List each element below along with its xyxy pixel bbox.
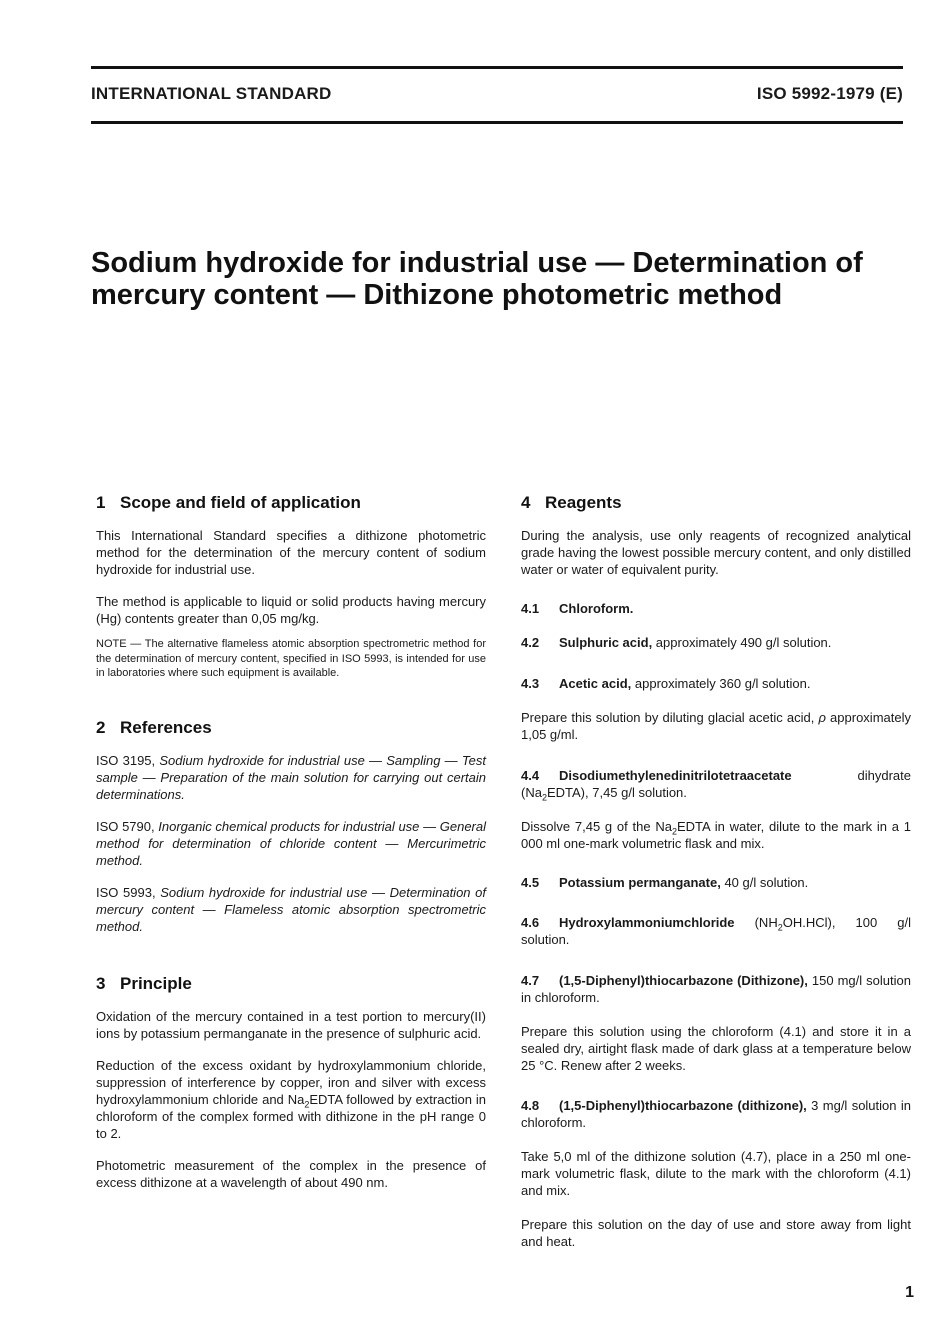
scope-paragraph-1: This International Standard specifies a dithizone photometric method for the determination of the mercury content of sodium hydroxide for industrial use. <box>96 528 486 577</box>
reagent-4-8-storage: Prepare this solution on the day of use and store away from light and heat. <box>521 1217 911 1249</box>
reagent-4-3-preparation: Prepare this solution by diluting glacial acetic acid, ρ approximately 1,05 g/ml. <box>521 710 911 742</box>
scope-note: NOTE — The alternative flameless atomic absorption spectrometric method for the determination of mercury content, specified in ISO 5993, is intended for use in laboratories where such equipment is available. <box>96 638 486 679</box>
reagent-4-8: 4.8 (1,5-Diphenyl)thiocarbazone (dithizone), 3 mg/l solution in chloroform. <box>521 1098 911 1130</box>
section-scope <box>96 492 486 681</box>
right-column <box>521 492 911 1250</box>
title-line-2: mercury content — Dithizone photometric method <box>91 279 783 311</box>
reagent-4-1: 4.1 Chloroform. <box>521 601 634 616</box>
reagent-4-4-preparation: Dissolve 7,45 g of the $Na_2EDTA$ in water, dilute to the mark in a 1 000 ml one-mark volumetric flask and mix. <box>521 819 911 851</box>
reagents-intro: During the analysis, use only reagents of recognized analytical grade having the lowest possible mercury content, and only distilled water or water of equivalent purity. <box>521 528 911 577</box>
reference-iso-5790: ISO 5790, Inorganic chemical products for industrial use — General method for determination of chloride content — Mercurimetric method. <box>96 818 486 868</box>
section-references <box>96 717 486 935</box>
section-heading-reagents: 4 Reagents <box>521 493 622 512</box>
section-heading-principle: 3 Principle <box>96 973 192 993</box>
section-heading-references: 2 References <box>96 717 212 737</box>
reagent-4-7: 4.7 (1,5-Diphenyl)thiocarbazone (Dithizone), 150 mg/l solution in chloroform. <box>521 973 911 1005</box>
reagent-4-2: 4.2 Sulphuric acid, approximately 490 g/l solution. <box>521 635 832 650</box>
reference-iso-5993: ISO 5993, Sodium hydroxide for industrial use — Determination of mercury content — Flameless atomic absorption spectrometric method. <box>96 884 487 934</box>
scope-paragraph-2: The method is applicable to liquid or solid products having mercury (Hg) contents greater than 0,05 mg/kg. <box>96 594 486 626</box>
section-principle <box>96 973 486 1191</box>
title-line-1: Sodium hydroxide for industrial use — Determination of <box>91 247 863 279</box>
principle-paragraph-3: Photometric measurement of the complex in the presence of excess dithizone at a wavelength of about 490 nm. <box>96 1157 486 1190</box>
section-heading-scope: 1 Scope and field of application <box>96 493 361 512</box>
reference-iso-3195: ISO 3195, Sodium hydroxide for industrial use — Sampling — Test sample — Preparation of the main solution for carrying out certain determinations. <box>96 752 486 802</box>
principle-paragraph-1: Oxidation of the mercury contained in a test portion to mercury(II) ions by potassium permanganate in the presence of sulphuric acid. <box>96 1008 486 1041</box>
header-rule-top <box>91 66 903 69</box>
header-standard-number: ISO 5992-1979 (E) <box>756 84 903 103</box>
header-standard-label: INTERNATIONAL STANDARD <box>91 84 332 103</box>
header-rule-bottom <box>91 121 903 124</box>
reagent-4-7-preparation: Prepare this solution using the chloroform (4.1) and store it in a sealed dry, airtight flask made of dark glass at a temperature below 25 °C. Renew after 2 weeks. <box>521 1024 911 1073</box>
page-number: 1 <box>905 1284 914 1301</box>
principle-paragraph-2: Reduction of the excess oxidant by hydroxylammonium chloride, suppression of interference by copper, iron and silver with excess hydroxylammonium chloride and $Na_2EDTA$ followed by extraction in chloroform of the complex formed with dithizone in the pH range 0 to 2. <box>96 1057 486 1141</box>
reagent-4-8-preparation: Take 5,0 ml of the dithizone solution (4.7), place in a 250 ml one-mark volumetric flask, dilute to the mark with the chloroform (4.1) and mix. <box>521 1149 911 1198</box>
reagent-4-4: 4.4 Disodiumethylenedinitrilotetraacetate dihydrate $(Na_2EDTA)$, 7,45 g/l solution. <box>521 768 911 803</box>
reagent-4-5: 4.5 Potassium permanganate, 40 g/l solution. <box>521 875 809 890</box>
reagent-4-6: 4.6 Hydroxylammoniumchloride $(NH_2OH.HCl)$, 100 g/l solution. <box>521 915 911 947</box>
left-column <box>96 492 486 1191</box>
document-title <box>91 247 903 311</box>
reagent-4-3: 4.3 Acetic acid, approximately 360 g/l solution. <box>521 676 811 691</box>
